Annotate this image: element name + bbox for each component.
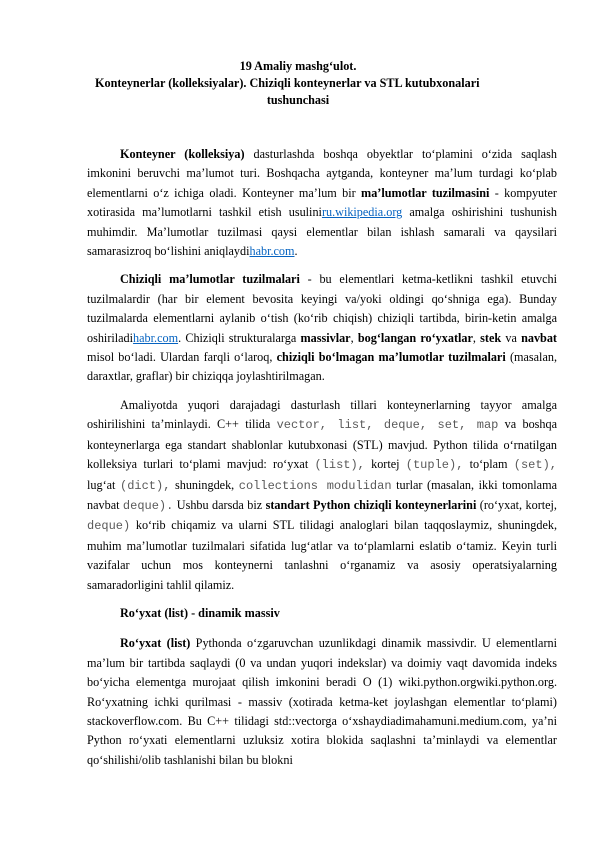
text: - bu elementlari ketma-ketlikni tashkil etuvchi tuzilmalardir (har bir element bevosita keyingi va/yoki oldingi qo‘shniga ega). Bunday tuzilmalarda elementlarni aylanib o‘tish (ko‘rib chiqish) chiziqli tartibda, birin-ketin amalga oshiriladi [87,272,557,345]
code-cpp-containers: vector, list, deque, set, map [276,418,499,433]
heading-text: Ro‘yxat (list) - dinamik massiv [120,605,280,620]
text: (ro‘yxat, kortej, [476,497,557,512]
text: - kompyuter xotirasida ma’lumotlarni tashkil etish usulini [87,185,557,220]
title-line-1: 19 Amaliy mashg‘ulot. [239,59,357,73]
paragraph-practice [87,396,557,595]
link-ru-wikipedia[interactable]: ru.wikipedia.org [321,205,403,220]
text: dasturlashda boshqa obyektlar to‘plamini o‘zida saqlash imkonini beruvchi ma’lumot turi. Boshqacha aytganda, konteyner ma’lum turdagi ko‘plab elementlarni o‘z ichiga oladi. Konteyner ma’lum bir [87,147,558,200]
document-body [87,145,557,779]
text: , [350,330,358,345]
term-linked-lists: bog‘langan ro‘yxatlar [357,330,473,345]
section-heading-list [87,604,557,623]
paragraph-linear-structures [87,270,557,386]
code-tuple: (tuple), [405,458,464,473]
code-list: (list), [314,458,365,473]
term-list: Ro‘yxat (list) [120,636,191,651]
code-deque: deque). [122,498,174,513]
text: va [501,330,522,345]
code-collections: collections modulidan [238,478,392,493]
term-container: Konteyner (kolleksiya) [120,147,245,161]
term-queue: navbat [521,330,557,345]
code-dict: (dict), [120,478,171,493]
text: lug‘at [87,477,120,492]
code-set: (set), [513,458,557,473]
term-python-linear-containers: standart Python chiziqli konteynerlarini [265,497,477,512]
term-stack: stek [480,330,502,345]
text: . [294,244,298,259]
text: turlar (masalan, ikki tomonlama navbat [87,477,557,512]
title-line-2: Konteynerlar (kolleksiyalar). Chiziqli konteynerlar va STL kutubxonalari [95,76,480,90]
text: va boshqa konteynerlarga ega standart shablonlar kutubxonasi (STL) mavjud. Python tilida o‘rnatilgan kolleksiya turlari to‘plami mavjud: ro‘yxat [87,417,558,472]
text: shuningdek, [170,477,239,492]
code-deque: deque) [87,519,131,534]
paragraph-container-definition [87,145,557,261]
text: Amaliyotda yuqori darajadagi dasturlash tillari konteynerlarning tayyor amalga oshirilishini ta’minlaydi. C++ tilida [87,397,557,432]
term-linear-structures: Chiziqli ma’lumotlar tuzilmalari [120,272,300,287]
link-habr[interactable]: habr.com [249,244,295,259]
text: misol bo‘ladi. Ulardan farqli o‘laroq, [87,350,277,365]
text: Ushbu darsda biz [173,497,266,512]
term-arrays: massivlar [300,330,351,345]
term-nonlinear-structures: chiziqli bo‘lmagan ma’lumotlar tuzilmalari [276,350,506,365]
title-line-3: tushunchasi [266,93,330,107]
text: . Chiziqli strukturalarga [178,330,301,345]
text: ko‘rib chiqamiz va ularni STL tilidagi analoglari bilan taqqoslaymiz, shuningdek, muhim ma’lumotlar tuzilmalari sifatida lug‘atlar va to‘plamlarni eslatib o‘tamiz. Keyin turli vazifalar uchun mos konteynerni tanlashni o‘rganamiz va asosiy operatsiyalarning samaradorligini tahlil qilamiz. [87,518,557,592]
link-habr[interactable]: habr.com [133,330,179,345]
term-data-structure: ma’lumotlar tuzilmasini [361,185,490,200]
text: , [472,330,481,345]
text: Pythonda o‘zgaruvchan uzunlikdagi dinamik massivdir. U elementlarni ma’lum bir tartibda saqlaydi (0 va undan yuqori indekslar) va doimiy vaqt davomida indeks bo‘yicha elementga murojaat qilish imkonini beradi O (1) wiki.python.orgwiki.python.org. Ro‘yxatning ichki qurilmasi - massiv (xotirada ketma-ket joylashgan elementlar to‘plami) stackoverflow.com. Bu C++ tilidagi std::vectorga o‘xshaydiadimahamuni.medium.com, ya’ni Python ro‘yxati elementlarni uzluksiz xotira blokida saqlashni ta’minlaydi va elementlar qo‘shilishi/olib tashlanishi bilan bu blokni [87,636,557,767]
text: to‘plam [463,457,514,472]
text: amalga oshirishini tushunish muhimdir. Ma’lumotlar tuzilmasi qaysi elementlar bilan ishlash samarali va qaysilari samarasizroq bo‘lishini aniqlaydi [87,205,557,259]
paragraph-list [87,634,557,770]
text: kortej [364,457,406,472]
text: (masalan, daraxtlar, graflar) bir chiziqqa joylashtirilmagan. [87,350,557,384]
